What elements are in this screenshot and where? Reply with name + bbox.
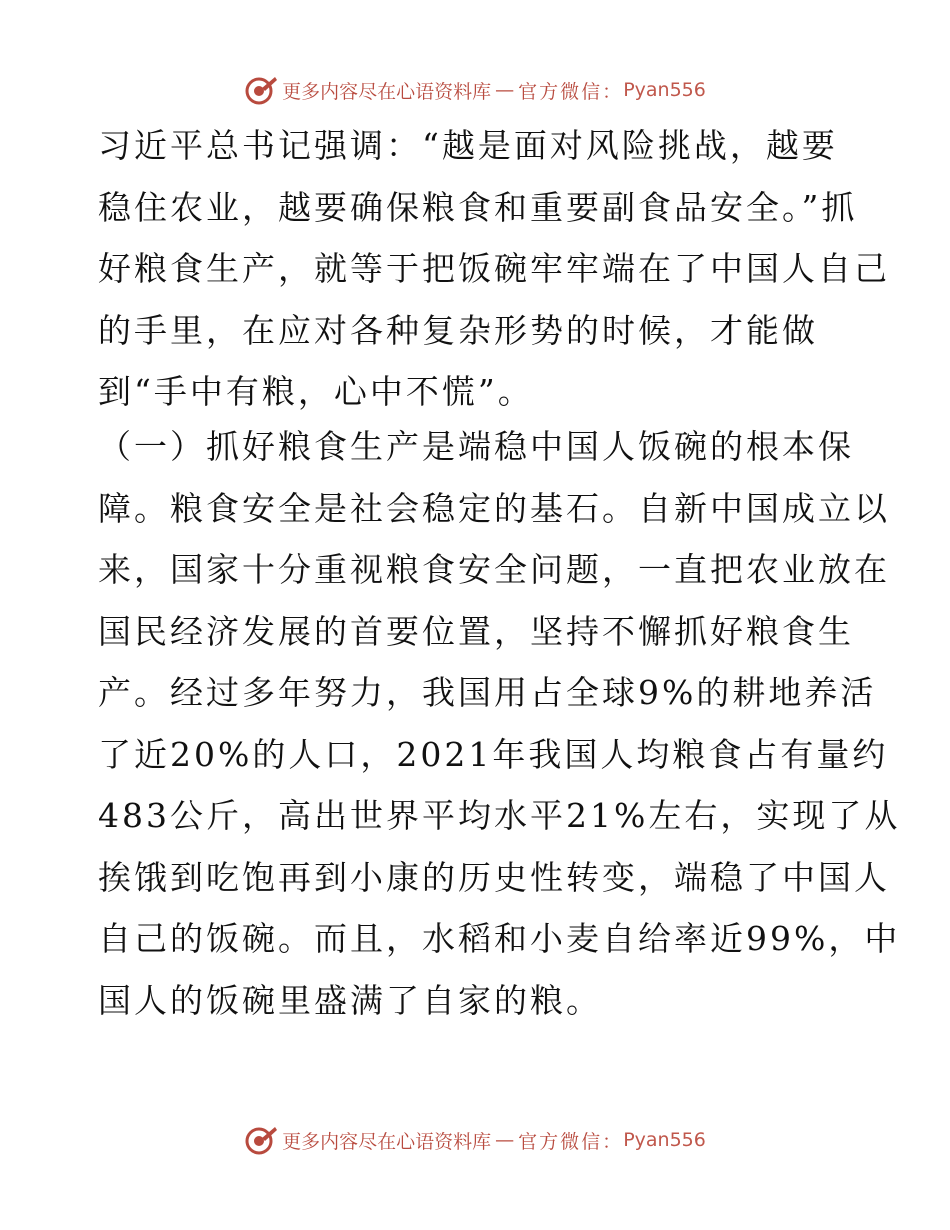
paragraph-2 xyxy=(98,416,901,1031)
text-line: 了近20%的人口，2021年我国人均粮食占有量约 xyxy=(98,734,889,774)
banner-wechat-id: Pyan556 xyxy=(623,1129,706,1151)
text-line: 国民经济发展的首要位置，坚持不懈抓好粮食生 xyxy=(98,611,854,651)
banner-text: 更多内容尽在心语资料库 xyxy=(282,1130,492,1153)
text-line: （一）抓好粮食生产是端稳中国人饭碗的根本保 xyxy=(98,427,854,466)
banner-wechat-id: Pyan556 xyxy=(623,79,706,101)
text-line: 障。粮食安全是社会稳定的基石。自新中国成立以 xyxy=(98,488,890,528)
text-line: 到“手中有粮，心中不慌”。 xyxy=(98,372,534,411)
paragraph-1 xyxy=(98,115,890,423)
banner-separator: — xyxy=(495,79,515,101)
brand-logo-icon xyxy=(244,1123,278,1157)
text-line: 国人的饭碗里盛满了自家的粮。 xyxy=(98,980,602,1020)
header-banner xyxy=(0,70,950,110)
text-line: 习近平总书记强调：“越是面对风险挑战，越要 xyxy=(98,126,838,165)
text-line: 自己的饭碗。而且，水稻和小麦自给率近99%，中 xyxy=(98,919,901,958)
banner-wechat-label: 官方微信： xyxy=(518,1130,624,1153)
text-line: 好粮食生产，就等于把饭碗牢牢端在了中国人自己 xyxy=(98,249,890,288)
text-line: 来，国家十分重视粮食安全问题，一直把农业放在 xyxy=(98,550,890,589)
footer-banner xyxy=(0,1120,950,1160)
brand-logo-icon xyxy=(244,73,278,107)
text-line: 483公斤，高出世界平均水平21%左右，实现了从 xyxy=(98,796,901,835)
text-line: 挨饿到吃饱再到小康的历史性转变，端稳了中国人 xyxy=(98,857,890,897)
banner-wechat-label: 官方微信： xyxy=(518,80,624,103)
text-line: 的手里，在应对各种复杂形势的时候，才能做 xyxy=(98,310,818,350)
banner-text: 更多内容尽在心语资料库 xyxy=(282,80,492,103)
text-line: 产。经过多年努力，我国用占全球9%的耕地养活 xyxy=(98,673,877,712)
text-line: 稳住农业，越要确保粮食和重要副食品安全。”抓 xyxy=(98,187,858,227)
banner-separator: — xyxy=(495,1129,515,1151)
